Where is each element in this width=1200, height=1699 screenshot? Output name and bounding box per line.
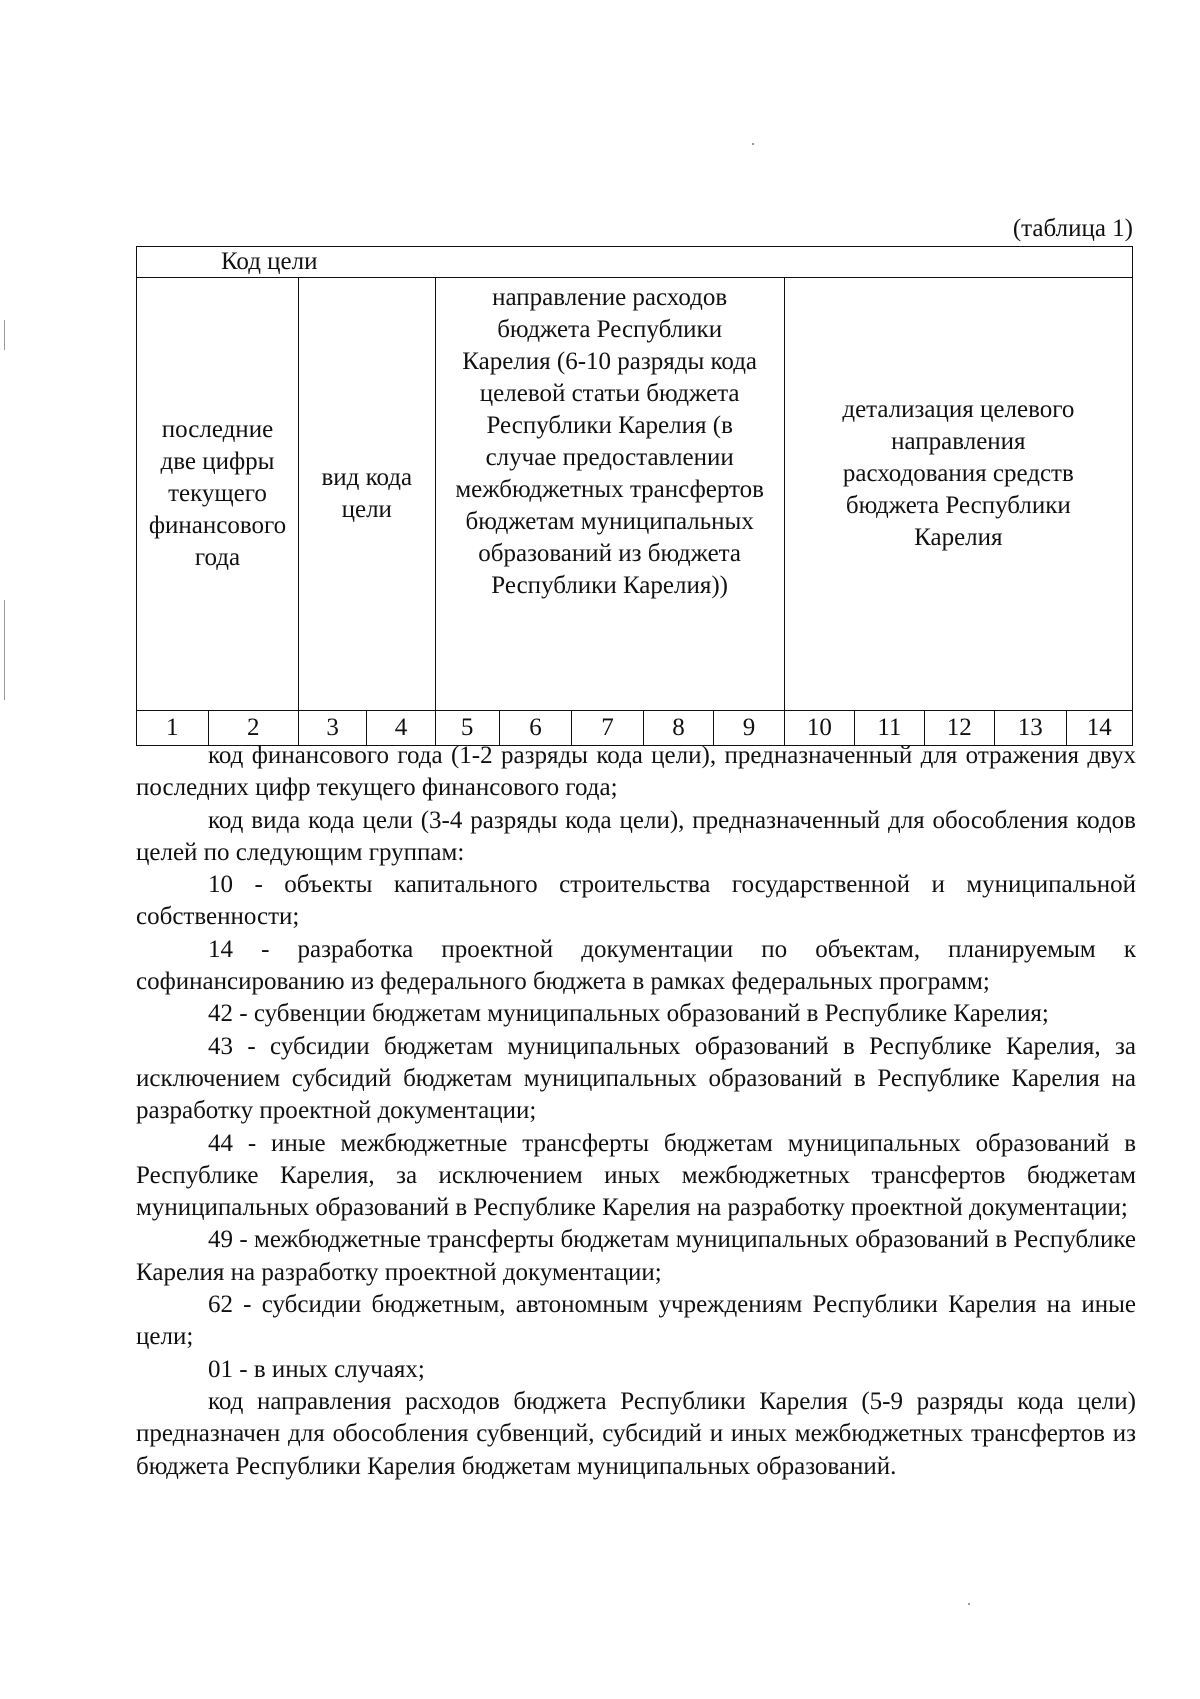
digit-cell: 3 xyxy=(298,711,366,746)
header-detailing: детализация целевого направления расходования средств бюджета Республики Карелия xyxy=(784,278,1132,711)
list-item: 01 - в иных случаях; xyxy=(208,1355,425,1383)
digit-cell: 6 xyxy=(499,711,572,746)
table-caption: (таблица 1) xyxy=(1012,215,1133,242)
digit-cell: 10 xyxy=(784,711,854,746)
scan-margin-mark xyxy=(4,320,5,350)
digit-cell: 8 xyxy=(643,711,713,746)
digit-cell: 7 xyxy=(572,711,644,746)
list-item: 49 - межбюджетные трансферты бюджетам муниципальных образований в Республике Карелия на разработку проектной документации; xyxy=(136,1226,1136,1286)
paragraph-expense-direction-code: код направления расходов бюджета Республики Карелия (5-9 разряды кода цели) предназначен для обособления субвенций, субсидий и иных межбюджетных трансфертов из бюджета Республики Карелия бюджетам муниципальных образований. xyxy=(136,1387,1136,1480)
scan-margin-mark xyxy=(4,600,5,700)
scan-speck xyxy=(752,143,754,145)
code-table xyxy=(136,246,1133,746)
list-item: 14 - разработка проектной документации по объектам, планируемым к софинансированию из федерального бюджета в рамках федеральных программ; xyxy=(136,935,1136,996)
list-item: 43 - субсидии бюджетам муниципальных образований в Республике Карелия, за исключением субсидий бюджетам муниципальных образований в Республике Карелия на разработку проектной документации; xyxy=(136,1032,1136,1125)
header-code-type: вид кода цели xyxy=(298,278,435,711)
digit-cell: 12 xyxy=(924,711,994,746)
digit-cell: 1 xyxy=(137,711,209,746)
list-item: 44 - иные межбюджетные трансферты бюджетам муниципальных образований в Республике Карелия, за исключением иных межбюджетных трансфертов бюджетам муниципальных образований в Республике Карелия на разработку проектной документации; xyxy=(136,1129,1136,1222)
list-item: 62 - субсидии бюджетным, автономным учреждениям Республики Карелия на иные цели; xyxy=(136,1291,1136,1351)
list-item: 42 - субвенции бюджетам муниципальных образований в Республике Карелия; xyxy=(208,1000,1049,1028)
table-title: Код цели xyxy=(137,247,1133,278)
digit-cell: 2 xyxy=(208,711,298,746)
digit-cell: 14 xyxy=(1066,711,1133,746)
digit-cell: 9 xyxy=(714,711,784,746)
scan-speck xyxy=(968,1603,970,1605)
body-text xyxy=(136,740,1136,1483)
header-expense-direction: направление расходов бюджета Республики Карелия (6-10 разряды кода целевой статьи бюджета Республики Карелия (в случае предоставлении межбюджетных трансфертов бюджетам муниципальных образований из бюджета Республики Карелия)) xyxy=(435,278,784,711)
paragraph-year-code: код финансового года (1-2 разряды кода цели), предназначенный для отражения двух последних цифр текущего финансового года; xyxy=(136,742,1136,802)
digit-cell: 13 xyxy=(995,711,1067,746)
header-year-digits: последние две цифры текущего финансового года xyxy=(137,278,299,711)
digit-cell: 11 xyxy=(855,711,924,746)
paragraph-code-type: код вида кода цели (3-4 разряды кода цели), предназначенный для обособления кодов целей по следующим группам: xyxy=(136,806,1136,866)
list-item: 10 - объекты капитального строительства государственной и муниципальной собственности; xyxy=(136,871,1136,931)
digit-cell: 5 xyxy=(435,711,499,746)
digit-cell: 4 xyxy=(367,711,435,746)
